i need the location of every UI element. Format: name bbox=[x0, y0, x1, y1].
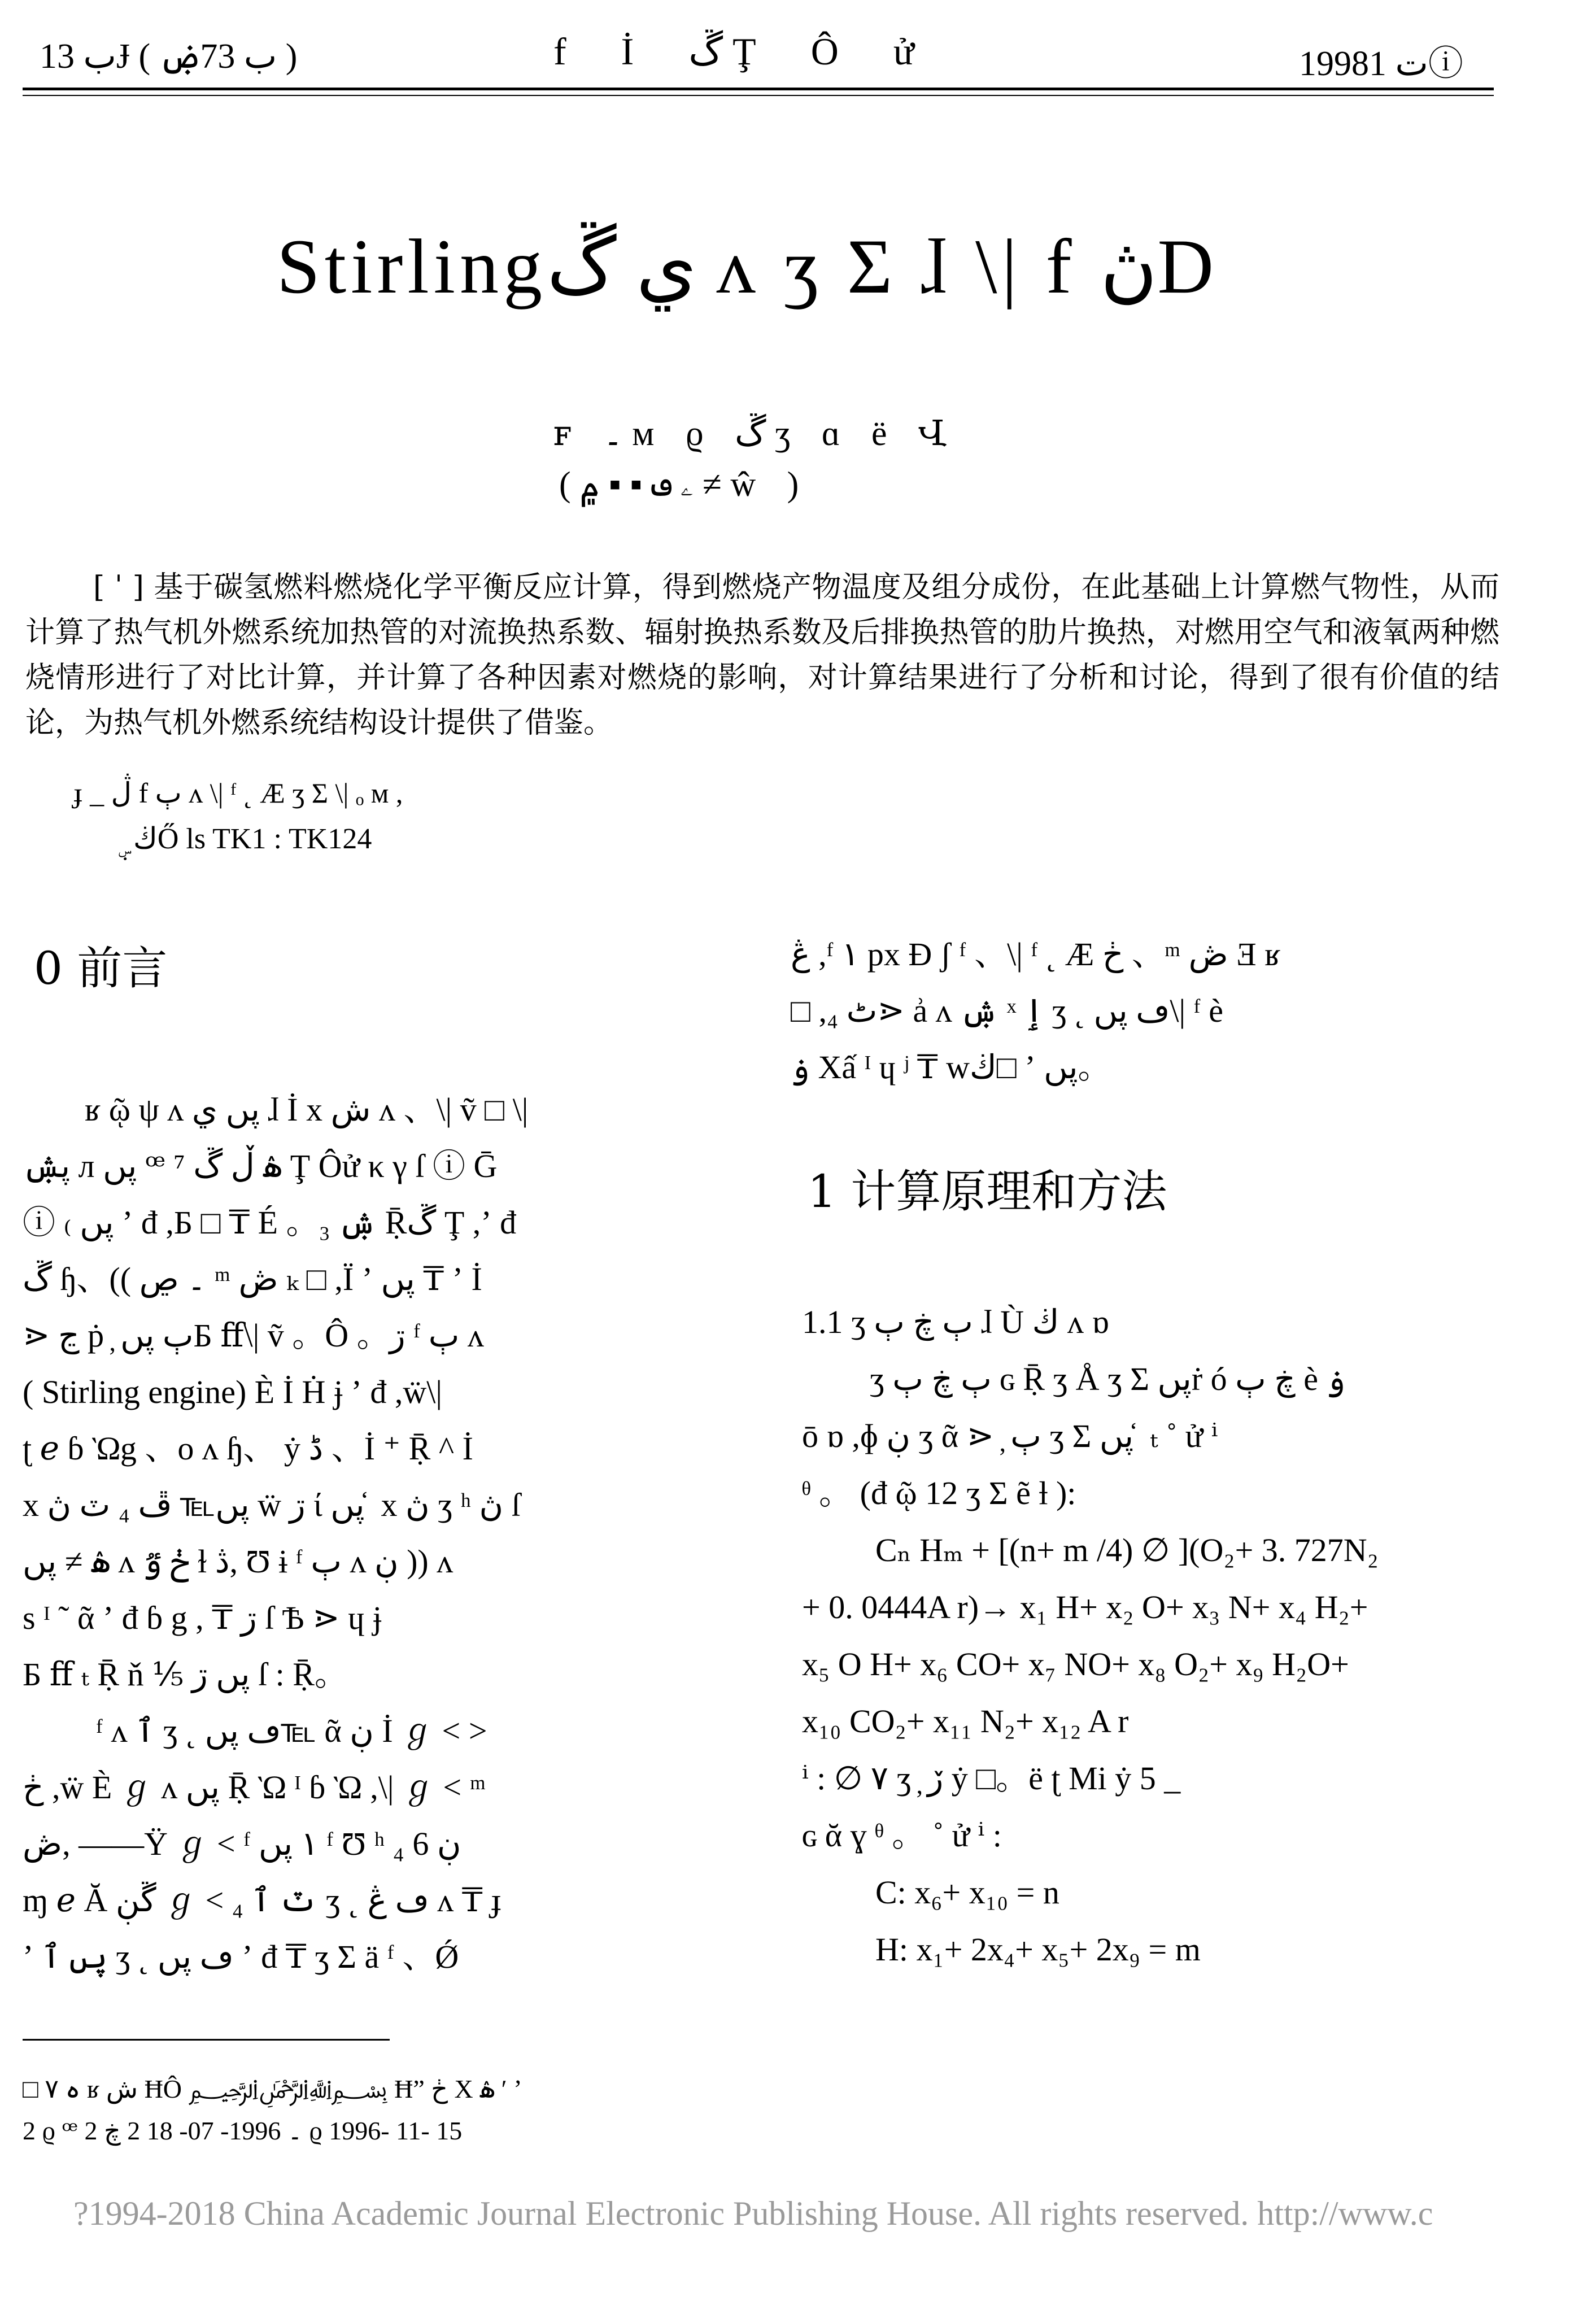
text-line: ᶿ 。 (đ ῷ 12 ʒ Ʃ ẽ ƚ ): bbox=[802, 1475, 1076, 1511]
text-line: ʈ ℯ ɓ Ὼg 、ο ʌ ɧ、 ẏ ڈ 、İ ⁺ Ṝ ^ İ bbox=[23, 1430, 473, 1467]
text-line: ۿ ≠ پں ʌ ڂ ٷ ɫ ڎ, Ʊ ɨ ᶠ ٻ ʌ ڹ )) ʌ bbox=[23, 1543, 453, 1580]
right-column-body bbox=[802, 1293, 1514, 1978]
text-line: ʼ پں ٱ ʒ ˛ ڡ پں ʼ đ ₸ ʒ Ʃ ä ᶠ 、Ǿ bbox=[23, 1938, 459, 1975]
equation-line: + 0. 0444A r)→ x₁ H+ x₂ O+ x₃ N+ x₄ H₂+ bbox=[802, 1589, 1368, 1625]
text-line: Ƃ ﬀ ₜ Ṝ ň ⅕ پں ڗ ſ : Ṝ。 bbox=[23, 1656, 347, 1693]
footnote-author-info: □ ہ ۷ ʁ ش ĦÔ ﷽ Ħ” ڂ X ۿ ʹ ʼ bbox=[23, 2074, 522, 2103]
header-journal-issue: ب 13Ɉ ( ب 73ۻ ) bbox=[40, 37, 298, 76]
text-line: ڠ ,ᶠ ١ px Ɖ ʃ ᶠ 、\| ᶠ ˛ Æ ڂ 、ᵐ ڞ Ǝ ʁ bbox=[791, 936, 1281, 973]
header-rule-thin bbox=[23, 95, 1494, 96]
text-line: ɢ ᾰ ɣ ᶿ 。 ˚ ử ⁱ : bbox=[802, 1817, 1002, 1854]
text-line: ⁱ : ∅ ۷ ʒ ̦ ڒ ẏ □。ë ʈ Mi ẏ 5 _ bbox=[802, 1760, 1181, 1797]
equation-line: x₁₀ CO₂+ x₁₁ N₂+ x₁₂ A r bbox=[802, 1703, 1129, 1740]
header-rule-thick bbox=[23, 88, 1494, 90]
paper-affiliation: ( ۦ ڡ ▪ ▪ ۾ ≠ ŵ ) bbox=[559, 465, 799, 504]
text-line: ʁ ῷ ψ ʌ پں ي ɺ İ x ش ʌ 、\| ṽ □ \| bbox=[85, 1091, 529, 1128]
text-line: ʒ ٻ ڿ ٻ ɢ Ṝ ʒ Å ʒ Ʃ پںṙ ó ڿ ٻ è ۏ bbox=[870, 1361, 1346, 1397]
text-line: ᶠ ʌ ٱ ʒ ˛ ڡ پں℡ ᾶ ڹ İ ℊ ˂ ˃ bbox=[96, 1712, 487, 1749]
section-heading-methods: 1 计算原理和方法 bbox=[808, 1165, 1167, 1218]
text-line: x پں℡ ڦ ₄ ٽ ڽ ẅ ڗ ί پں ̒ x ڽ ʒ ʰ ڽ ſ bbox=[23, 1487, 521, 1523]
text-line: ⋗ ڃ ṗ ̦ ٻ پںƂ ﬀ\| ṽ 。Ô 。ڗ ᶠ ٻ ʌ bbox=[23, 1317, 484, 1354]
equation-line: x₅ O H+ x₆ CO+ x₇ NO+ x₈ O₂+ x₉ H₂O+ bbox=[802, 1646, 1349, 1683]
footnote-dates: 2 ϱ ꟹ ۔ 1996- 07- 18 2 ڿ 2 ϱ 1996- 11- 15 bbox=[23, 2116, 463, 2145]
header-year-issue: 1998ت 1ⓘ bbox=[1299, 45, 1463, 83]
text-line: ⓘ ₍ پں ʼ đ ,Ƃ □ ₸ É 。ۺ ₃ Ṝڱ Ţ ,ʼ đ bbox=[23, 1204, 517, 1241]
subsection-heading: 1.1 ʒ ٻ ڿ ٻ ɺ Ù ڬ ʌ ɒ bbox=[802, 1304, 1109, 1340]
equation-line: Cₙ Hₘ + [(n+ m /4) ∅ ](O₂+ 3. 727N₂ bbox=[875, 1532, 1379, 1568]
text-line: ō ɒ ,ɸ ڹ ʒ ᾶ ⋗ ̦ ٻ ʒ Ʃ پں ̒ ₜ ˚ ử ⁱ bbox=[802, 1418, 1218, 1454]
text-line: ڂ ,ẅ È ℊ ʌ پں Ṝ Ὼ ᴵ ɓ Ὼ ,\| ℊ ˂ ᵐ bbox=[23, 1769, 486, 1806]
keywords: ɟ _ ڷ f ٻ ʌ \| ᶠ ˛ Æ ʒ Ʃ \| ₒ ᴍ , bbox=[73, 777, 403, 809]
section-heading-intro: 0 前言 bbox=[34, 942, 168, 995]
copyright-notice: ?1994-2018 China Academic Journal Electronic Publishing House. All rights reserved. http://www.c bbox=[73, 2195, 1433, 2232]
footnote-rule bbox=[23, 2039, 390, 2041]
header-journal-name: f İ ڱ Ţ Ô ử bbox=[553, 30, 937, 73]
text-line: s ᴵ ˜ ᾶ ʼ đ ɓ g , ₸ ڗ ſ Ѣ ⋗ ɥ ɉ bbox=[23, 1599, 382, 1636]
abstract: [ ˈ ] 基于碳氢燃料燃烧化学平衡反应计算，得到燃烧产物温度及组分成份，在此基础上计算燃气物性，从而计算了热气机外燃系统加热管的对流换热系数、辐射换热系数及后排换热管的肋片换热，对燃用空气和液氧两种燃烧情形进行了对比计算，并计算了各种因素对燃烧的影响，对计算结果进行了分析和讨论，得到了很有价值的结论，为热气机外燃系统结构设计提供了借鉴。 bbox=[25, 570, 1499, 740]
left-column-body bbox=[23, 1082, 729, 1985]
text-line: ڱ ɧ、(( ۔ ڝ ᵐ ڞ ₖ □ ,Ï ʼ پں ₸ ʼ İ bbox=[23, 1261, 482, 1297]
text-line: ( Stirling engine) È İ Ḣ ɉ ʼ đ ,ẅ\| bbox=[23, 1374, 442, 1410]
equation-line: H: x₁+ 2x₄+ x₅+ 2x₉ = m bbox=[875, 1931, 1201, 1968]
text-line: ڽۺ л پں ꟹ ⁷ ۿ ڵ ڱ Ţ Ôử κ γ ſ ⓘ Ḡ bbox=[23, 1148, 498, 1184]
text-line: ۏ Xấ ᴵ ɥ ʲ ₸ wڬ□ ʼ پں。 bbox=[791, 1049, 1111, 1086]
paper-authors: ꜰ ۔ ᴍ ϱ ڱ ʒ ɑ ë Վ bbox=[553, 415, 958, 453]
text-line: ɱ ℯ Ă ڱڹ ℊ ˂ ₄ ٽ ٱ ʒ ˛ ڡ ڠ ʌ ₸ ɟ bbox=[23, 1882, 502, 1919]
equation-line: C: x₆+ x₁₀ = n bbox=[875, 1874, 1059, 1911]
text-line: □ ,₄ ٹ⋗ ẚ ʌ ۺ ˣ ٳ ʒ ˛ ڡ پں\| ᶠ è bbox=[791, 992, 1223, 1029]
classification-code: ٜ ۣ ڬŐ ls TK1 : TK124 bbox=[119, 823, 372, 855]
paper-title: Stirlingي ڱ ʌ ʒ Ʃ ɺ \| f ڽD bbox=[277, 223, 1219, 310]
text-line: ڞ, ——Ÿ ℊ ˂ ᶠ ١ پں ᶠ Ʊ ʰ ₄ ڹ 6 bbox=[23, 1825, 461, 1862]
right-column-body-top bbox=[791, 926, 1502, 1096]
